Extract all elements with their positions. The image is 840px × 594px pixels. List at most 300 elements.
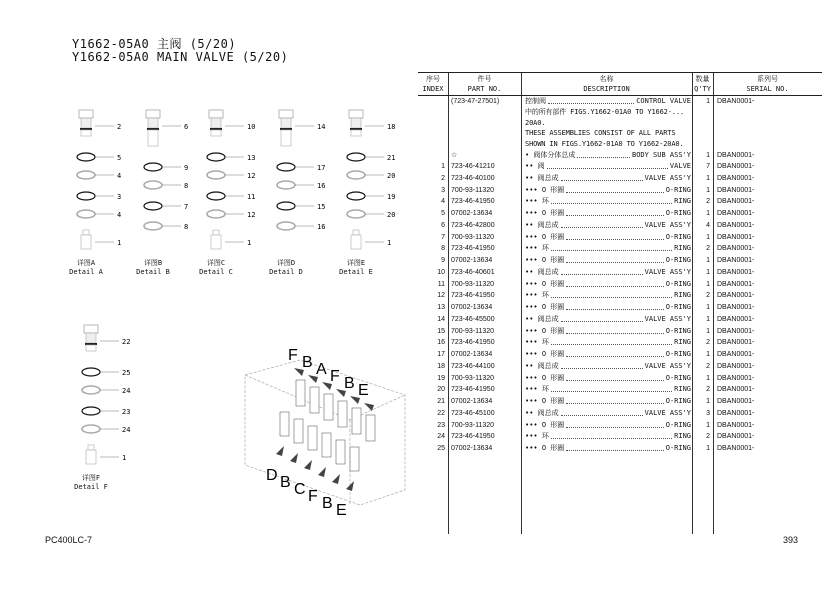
- row-index: 21: [437, 398, 445, 405]
- ring-part: [347, 210, 395, 219]
- row-description: [525, 173, 691, 184]
- description-zh: ••• O 形圈: [525, 232, 565, 241]
- row-description: [525, 373, 691, 384]
- sleeve-part: [81, 230, 121, 249]
- plug-part: [349, 110, 395, 136]
- callout-number: 20: [387, 172, 396, 180]
- row-part-no: 700-93-11320: [451, 233, 495, 241]
- spool-plug: [336, 440, 345, 464]
- row-index: 23: [437, 421, 445, 429]
- description-en: VALVE ASS'Y: [644, 267, 691, 276]
- row-serial: DBAN0001-: [717, 198, 755, 206]
- ring-part: [207, 210, 255, 219]
- row-description: [525, 349, 691, 360]
- ring-part: [277, 181, 325, 190]
- description-en: O-RING: [665, 185, 691, 194]
- spool-plug: [324, 394, 333, 420]
- row-qty: 1: [706, 445, 710, 452]
- row-description: [525, 420, 691, 431]
- table-row: [418, 290, 822, 301]
- plug-long-part: [146, 110, 188, 146]
- row-serial: DBAN0001-: [717, 210, 755, 217]
- row-description: [525, 361, 691, 372]
- row-serial: DBAN0001-: [717, 386, 755, 394]
- col-part-no: 件号 PART NO.: [467, 75, 502, 93]
- row-part-no: 07002-13634: [451, 210, 493, 217]
- row-part-no: 700-93-11320: [451, 280, 495, 288]
- parts-table: [418, 72, 822, 534]
- valve-letter: F: [288, 347, 298, 364]
- description-zh: •• 阀总成: [525, 361, 559, 370]
- col-qty: 数量 Q'TY: [694, 75, 711, 93]
- dot-leader: [566, 403, 663, 404]
- row-serial: DBAN0001-: [717, 421, 755, 429]
- plug-part: [84, 325, 130, 351]
- callout-number: 1: [387, 239, 392, 247]
- row-description: [525, 208, 691, 219]
- table-row: [418, 220, 822, 231]
- description-zh: ••• 环: [525, 291, 549, 300]
- ring-part: [277, 222, 325, 231]
- row-part-no: 07002-13634: [451, 351, 493, 358]
- row-description: [525, 408, 691, 419]
- callout-number: 22: [122, 338, 131, 346]
- row-description: [525, 196, 691, 207]
- detail-label: 详图F Detail F: [74, 474, 108, 491]
- description-en: RING: [674, 338, 691, 347]
- callout-number: 24: [122, 387, 131, 395]
- row-serial: DBAN0001-: [717, 409, 755, 417]
- dot-leader: [566, 450, 663, 451]
- callout-number: 23: [122, 408, 131, 416]
- oring-part: [77, 192, 121, 201]
- row-serial: DBAN0001-: [717, 327, 755, 335]
- col-index: 序号 INDEX: [422, 75, 444, 93]
- row-description: [525, 384, 691, 395]
- row-description: [525, 443, 691, 454]
- dot-leader: [561, 321, 643, 322]
- row-serial: DBAN0001-: [717, 339, 755, 347]
- dot-leader: [566, 262, 663, 263]
- row-qty: 7: [706, 163, 710, 170]
- ring-part: [347, 171, 395, 180]
- row-description: [525, 396, 691, 407]
- callout-number: 16: [317, 223, 326, 231]
- table-row: [418, 384, 822, 395]
- description-en: O-RING: [665, 279, 691, 288]
- description-zh: ••• O 形圈: [525, 444, 565, 452]
- description-en: BODY SUB ASS'Y: [631, 151, 691, 159]
- description-zh: ••• O 形圈: [525, 279, 565, 288]
- plug-part: [79, 110, 121, 136]
- valve-letter: A: [316, 361, 327, 378]
- description-en: O-RING: [665, 232, 691, 241]
- row-part-no: 723-46-45500: [451, 315, 495, 323]
- row-description: [525, 232, 691, 243]
- row-description: [525, 267, 691, 278]
- dot-leader: [551, 250, 672, 251]
- row-index: 13: [437, 304, 445, 311]
- row-serial: DBAN0001-: [717, 362, 755, 370]
- ring-part: [82, 425, 130, 434]
- row-qty: 1: [706, 174, 710, 182]
- arrow-icon: [276, 446, 284, 456]
- dot-leader: [566, 309, 663, 310]
- valve-letter: C: [294, 481, 306, 498]
- row-description: [525, 314, 691, 325]
- row-index: 20: [437, 386, 445, 394]
- row-part-no: 07002-13634: [451, 445, 493, 452]
- arrow-icon: [364, 403, 374, 411]
- row-serial: DBAN0001-: [717, 152, 755, 159]
- row-description: [525, 337, 691, 348]
- row-qty: 1: [706, 315, 710, 323]
- dot-leader: [547, 168, 668, 169]
- row-part-no: 723-46-41950: [451, 386, 495, 394]
- description-zh: ••• O 形圈: [525, 373, 565, 382]
- description-en: O-RING: [665, 350, 691, 358]
- description-en: O-RING: [665, 420, 691, 429]
- spool-plug: [322, 433, 331, 457]
- row-description: [525, 279, 691, 290]
- sleeve-part: [351, 230, 391, 249]
- dot-leader: [551, 297, 672, 298]
- callout-number: 24: [122, 426, 131, 434]
- description-en: RING: [674, 291, 691, 300]
- row-qty: 1: [706, 98, 710, 105]
- row-qty: 2: [706, 245, 710, 253]
- spool-plug: [294, 419, 303, 443]
- row-index: 16: [437, 339, 445, 347]
- row-qty: 1: [706, 233, 710, 241]
- row-index: 19: [437, 374, 445, 382]
- table-row: [418, 443, 822, 454]
- description-en: RING: [674, 197, 691, 206]
- detail-label: 详图C Detail C: [199, 259, 233, 276]
- row-qty: 1: [706, 304, 710, 311]
- dot-leader: [566, 380, 663, 381]
- oring-part: [82, 407, 130, 416]
- callout-number: 5: [117, 154, 122, 162]
- assembly-note: 中的所有部件 FIGS.Y1662-01A0 TO Y1662-...: [525, 108, 684, 116]
- row-qty: 1: [706, 152, 710, 159]
- callout-number: 9: [184, 164, 189, 172]
- description-en: O-RING: [665, 326, 691, 335]
- row-serial: DBAN0001-: [717, 304, 755, 311]
- row-serial: DBAN0001-: [717, 98, 755, 105]
- row-qty: 1: [706, 257, 710, 264]
- table-row: [418, 396, 822, 407]
- assembly-note: THESE ASSEMBLIES CONSIST OF ALL PARTS: [525, 129, 676, 137]
- row-qty: 2: [706, 292, 710, 300]
- arrow-icon: [332, 474, 340, 484]
- callout-number: 19: [387, 193, 396, 201]
- row-part-no: 723-46-44100: [451, 362, 495, 370]
- description-en: VALVE ASS'Y: [644, 314, 691, 323]
- row-serial: DBAN0001-: [717, 186, 755, 194]
- table-row: [418, 326, 822, 337]
- row-qty: 2: [706, 339, 710, 347]
- row-part-no: 700-93-11320: [451, 186, 495, 194]
- row-qty: 2: [706, 433, 710, 441]
- description-en: VALVE: [669, 162, 691, 170]
- row-description: [525, 185, 691, 196]
- description-zh: ••• O 形圈: [525, 303, 565, 311]
- table-row: [418, 196, 822, 207]
- table-row: [418, 361, 822, 372]
- row-qty: 1: [706, 280, 710, 288]
- valve-letter: B: [344, 375, 355, 392]
- detail-label: 详图D Detail D: [269, 259, 303, 276]
- valve-letter: D: [266, 467, 278, 484]
- row-description: [525, 243, 691, 254]
- description-en: VALVE ASS'Y: [644, 361, 691, 370]
- row-index: 10: [437, 268, 445, 276]
- row-qty: 1: [706, 398, 710, 405]
- row-index: 14: [437, 315, 445, 323]
- col-serial: 系列号 SERIAL NO.: [746, 75, 789, 93]
- sleeve-part: [211, 230, 251, 249]
- oring-part: [82, 368, 130, 377]
- oring-part: [347, 153, 395, 162]
- row-part-no: 07002-13634: [451, 398, 493, 405]
- callout-number: 1: [122, 454, 127, 462]
- row-index: 11: [437, 280, 445, 288]
- valve-letter: E: [336, 502, 347, 519]
- dot-leader: [566, 215, 663, 216]
- description-zh: •• 阀总成: [525, 267, 559, 276]
- table-row: [418, 314, 822, 325]
- dot-leader: [551, 203, 672, 204]
- row-serial: DBAN0001-: [717, 374, 755, 382]
- row-qty: 1: [706, 327, 710, 335]
- table-row: [418, 96, 822, 107]
- row-qty: 1: [706, 268, 710, 276]
- row-part-no: 723-46-41950: [451, 292, 495, 300]
- oring-part: [277, 202, 325, 211]
- table-row: [418, 408, 822, 419]
- table-row: [418, 267, 822, 278]
- row-part-no: 723-46-41210: [451, 163, 495, 170]
- dot-leader: [566, 427, 663, 428]
- row-index: 17: [437, 351, 445, 358]
- row-qty: 4: [706, 221, 710, 229]
- page-number: 393: [783, 535, 799, 545]
- description-zh: •• 阀总成: [525, 220, 559, 229]
- callout-number: 1: [117, 239, 122, 247]
- assembly-note: SHOWN IN FIGS.Y1662-01A0 TO Y1662-20A0.: [525, 139, 684, 148]
- description-en: O-RING: [665, 209, 691, 217]
- row-serial: DBAN0001-: [717, 280, 755, 288]
- detail-label: 详图B Detail B: [136, 259, 170, 276]
- callout-number: 3: [117, 193, 122, 201]
- callout-number: 1: [247, 239, 252, 247]
- valve-letter: F: [330, 368, 340, 385]
- arrow-icon: [318, 467, 326, 477]
- callout-number: 14: [317, 123, 326, 131]
- callout-number: 8: [184, 223, 189, 231]
- page-title-zh: Y1662-05A0 主阀 (5/20): [72, 37, 237, 51]
- description-en: O-RING: [665, 373, 691, 382]
- description-zh: •• 阀总成: [525, 173, 559, 182]
- oring-part: [277, 163, 325, 172]
- row-part-no: 723-46-41950: [451, 433, 495, 441]
- arrow-icon: [290, 453, 298, 463]
- row-qty: 2: [706, 386, 710, 394]
- dot-leader: [566, 356, 663, 357]
- ring-part: [77, 210, 121, 219]
- row-serial: DBAN0001-: [717, 268, 755, 276]
- callout-number: 18: [387, 123, 396, 131]
- row-qty: 3: [706, 409, 710, 417]
- detail-label: 详图E Detail E: [339, 259, 373, 276]
- description-en: RING: [674, 244, 691, 253]
- arrow-icon: [346, 481, 354, 491]
- valve-letter: E: [358, 382, 369, 399]
- row-index: 1: [441, 163, 445, 170]
- description-en: O-RING: [665, 256, 691, 264]
- row-qty: 1: [706, 374, 710, 382]
- oring-part: [207, 192, 255, 201]
- callout-number: 2: [117, 123, 122, 131]
- spool-plug: [280, 412, 289, 436]
- row-description: [525, 161, 691, 172]
- assembly-note: 20A0.: [525, 118, 546, 127]
- table-row: [418, 373, 822, 384]
- row-index: 4: [441, 198, 445, 206]
- sleeve-part: [86, 445, 126, 464]
- oring-part: [144, 202, 188, 211]
- plug-long-part: [279, 110, 325, 146]
- row-index: 18: [437, 362, 445, 370]
- callout-number: 8: [184, 182, 189, 190]
- valve-letter: B: [322, 495, 333, 512]
- callout-number: 21: [387, 154, 396, 162]
- row-description: [525, 326, 691, 337]
- callout-number: 7: [184, 203, 189, 211]
- plug-part: [209, 110, 255, 136]
- row-description: [525, 290, 691, 301]
- description-zh: •• 阀总成: [525, 314, 559, 323]
- dot-leader: [561, 227, 643, 228]
- row-index: 7: [441, 233, 445, 241]
- row-index: 6: [441, 221, 445, 229]
- description-zh: ••• 环: [525, 197, 549, 206]
- description-zh: ••• 环: [525, 432, 549, 441]
- callout-number: 17: [317, 164, 326, 172]
- dot-leader: [566, 239, 663, 240]
- callout-number: 12: [247, 172, 256, 180]
- description-zh: ••• O 形圈: [525, 185, 565, 194]
- description-zh: ••• 环: [525, 338, 549, 347]
- table-row: [418, 349, 822, 360]
- row-description: [525, 150, 691, 161]
- description-zh: ••• O 形圈: [525, 350, 565, 358]
- ring-part: [82, 386, 130, 395]
- description-en: VALVE ASS'Y: [644, 220, 691, 229]
- description-zh: • 阀体分体总成: [525, 151, 576, 159]
- table-header: [418, 72, 822, 96]
- row-serial: DBAN0001-: [717, 257, 755, 264]
- row-index: 12: [437, 292, 445, 300]
- dot-leader: [566, 333, 663, 334]
- dot-leader: [577, 157, 630, 158]
- ring-part: [207, 171, 255, 180]
- row-part-no: 700-93-11320: [451, 421, 495, 429]
- description-zh: ••• 环: [525, 244, 549, 253]
- row-index: 8: [441, 245, 445, 253]
- dot-leader: [561, 368, 643, 369]
- row-serial: DBAN0001-: [717, 445, 755, 452]
- description-zh: ••• O 形圈: [525, 256, 565, 264]
- row-index: 3: [441, 186, 445, 194]
- oring-part: [144, 163, 188, 172]
- dot-leader: [561, 274, 643, 275]
- row-description: [525, 220, 691, 231]
- row-serial: DBAN0001-: [717, 433, 755, 441]
- row-description: [525, 302, 691, 313]
- table-row: [418, 161, 822, 172]
- description-zh: ••• O 形圈: [525, 420, 565, 429]
- row-serial: DBAN0001-: [717, 351, 755, 358]
- table-row: [418, 420, 822, 431]
- description-en: VALVE ASS'Y: [644, 173, 691, 182]
- row-part-no: 700-93-11320: [451, 374, 495, 382]
- table-row: [418, 337, 822, 348]
- page-title-en: Y1662-05A0 MAIN VALVE (5/20): [72, 50, 289, 64]
- table-row: [418, 208, 822, 219]
- row-serial: DBAN0001-: [717, 233, 755, 241]
- callout-number: 11: [247, 193, 256, 201]
- dot-leader: [551, 391, 672, 392]
- description-zh: ••• 环: [525, 385, 549, 394]
- row-qty: 2: [706, 362, 710, 370]
- spool-plug: [352, 408, 361, 434]
- row-index: 9: [441, 257, 445, 264]
- description-en: O-RING: [665, 397, 691, 405]
- row-part-no: 723-46-40100: [451, 174, 495, 182]
- row-part-no: (723-47-27501): [451, 98, 500, 105]
- ring-part: [144, 181, 188, 190]
- dot-leader: [561, 180, 643, 181]
- description-en: O-RING: [665, 444, 691, 452]
- table-row: [418, 150, 822, 161]
- row-qty: 2: [706, 198, 710, 206]
- row-index: 25: [437, 445, 445, 452]
- row-part-no: 700-93-11320: [451, 327, 495, 335]
- spool-plug: [338, 401, 347, 427]
- row-index: 2: [441, 174, 445, 182]
- oring-part: [77, 153, 121, 162]
- description-en: RING: [674, 432, 691, 441]
- callout-number: 4: [117, 172, 122, 180]
- row-part-no: 723-46-42800: [451, 221, 495, 229]
- row-part-no: 07002-13634: [451, 257, 493, 264]
- row-qty: 1: [706, 351, 710, 358]
- row-serial: DBAN0001-: [717, 315, 755, 323]
- oring-part: [347, 192, 395, 201]
- row-index: 15: [437, 327, 445, 335]
- row-serial: DBAN0001-: [717, 163, 755, 170]
- ring-part: [77, 171, 121, 180]
- table-row: [418, 243, 822, 254]
- description-zh: •• 阀: [525, 162, 545, 170]
- valve-letter: B: [280, 474, 291, 491]
- dot-leader: [548, 103, 634, 104]
- detail-label: 详图A Detail A: [69, 259, 103, 276]
- row-description: [525, 255, 691, 266]
- row-part-no: 723-46-41950: [451, 198, 495, 206]
